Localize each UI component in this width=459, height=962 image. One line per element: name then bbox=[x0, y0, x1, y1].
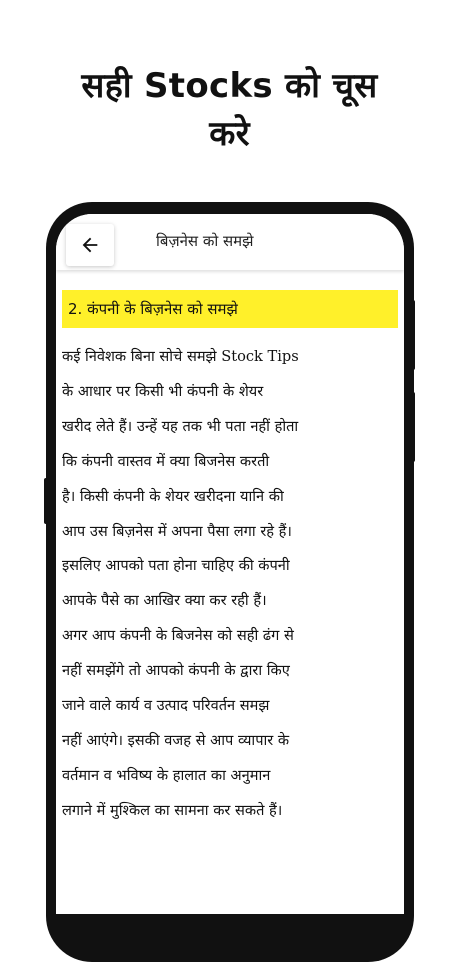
article-line: कि कंपनी वास्तव में क्या बिजनेस करती bbox=[62, 452, 270, 470]
article-line: है। किसी कंपनी के शेयर खरीदना यानि की bbox=[62, 487, 284, 505]
article-line: इसलिए आपको पता होना चाहिए की कंपनी bbox=[62, 557, 290, 575]
section-heading: 2. कंपनी के बिज़नेस को समझे bbox=[62, 290, 398, 328]
article-line: नहीं आएंगे। इसकी वजह से आप व्यापार के bbox=[62, 731, 290, 749]
article-line: अगर आप कंपनी के बिजनेस को सही ढंग से bbox=[62, 627, 294, 645]
article-line: नहीं समझेंगे तो आपको कंपनी के द्वारा किए bbox=[62, 662, 290, 680]
article-line: लगाने में मुश्किल का सामना कर सकते हैं। bbox=[62, 801, 283, 819]
article-line: के आधार पर किसी भी कंपनी के शेयर bbox=[62, 382, 264, 400]
app-bar-title: बिज़नेस को समझे bbox=[156, 232, 254, 250]
app-bar bbox=[56, 214, 404, 270]
arrow-left-icon bbox=[79, 234, 101, 256]
article-line: वर्तमान व भविष्य के हालात का अनुमान bbox=[62, 766, 271, 784]
article-line: खरीद लेते हैं। उन्हें यह तक भी पता नहीं होता bbox=[62, 417, 299, 435]
article-line: कई निवेशक बिना सोचे समझे Stock Tips bbox=[62, 348, 299, 365]
promo-headline-line-2: करे bbox=[209, 114, 250, 154]
article-body bbox=[62, 340, 400, 829]
promo-headline bbox=[30, 62, 429, 158]
back-button[interactable] bbox=[66, 224, 114, 266]
promo-headline-line-1: सही Stocks को चूस bbox=[81, 66, 378, 106]
article-line: आप उस बिज़नेस में अपना पैसा लगा रहे हैं। bbox=[62, 522, 292, 540]
article-line: आपके पैसे का आखिर क्या कर रही हैं। bbox=[62, 592, 267, 610]
phone-screen bbox=[56, 214, 404, 914]
article-line: जाने वाले कार्य व उत्पाद परिवर्तन समझ bbox=[62, 697, 270, 715]
